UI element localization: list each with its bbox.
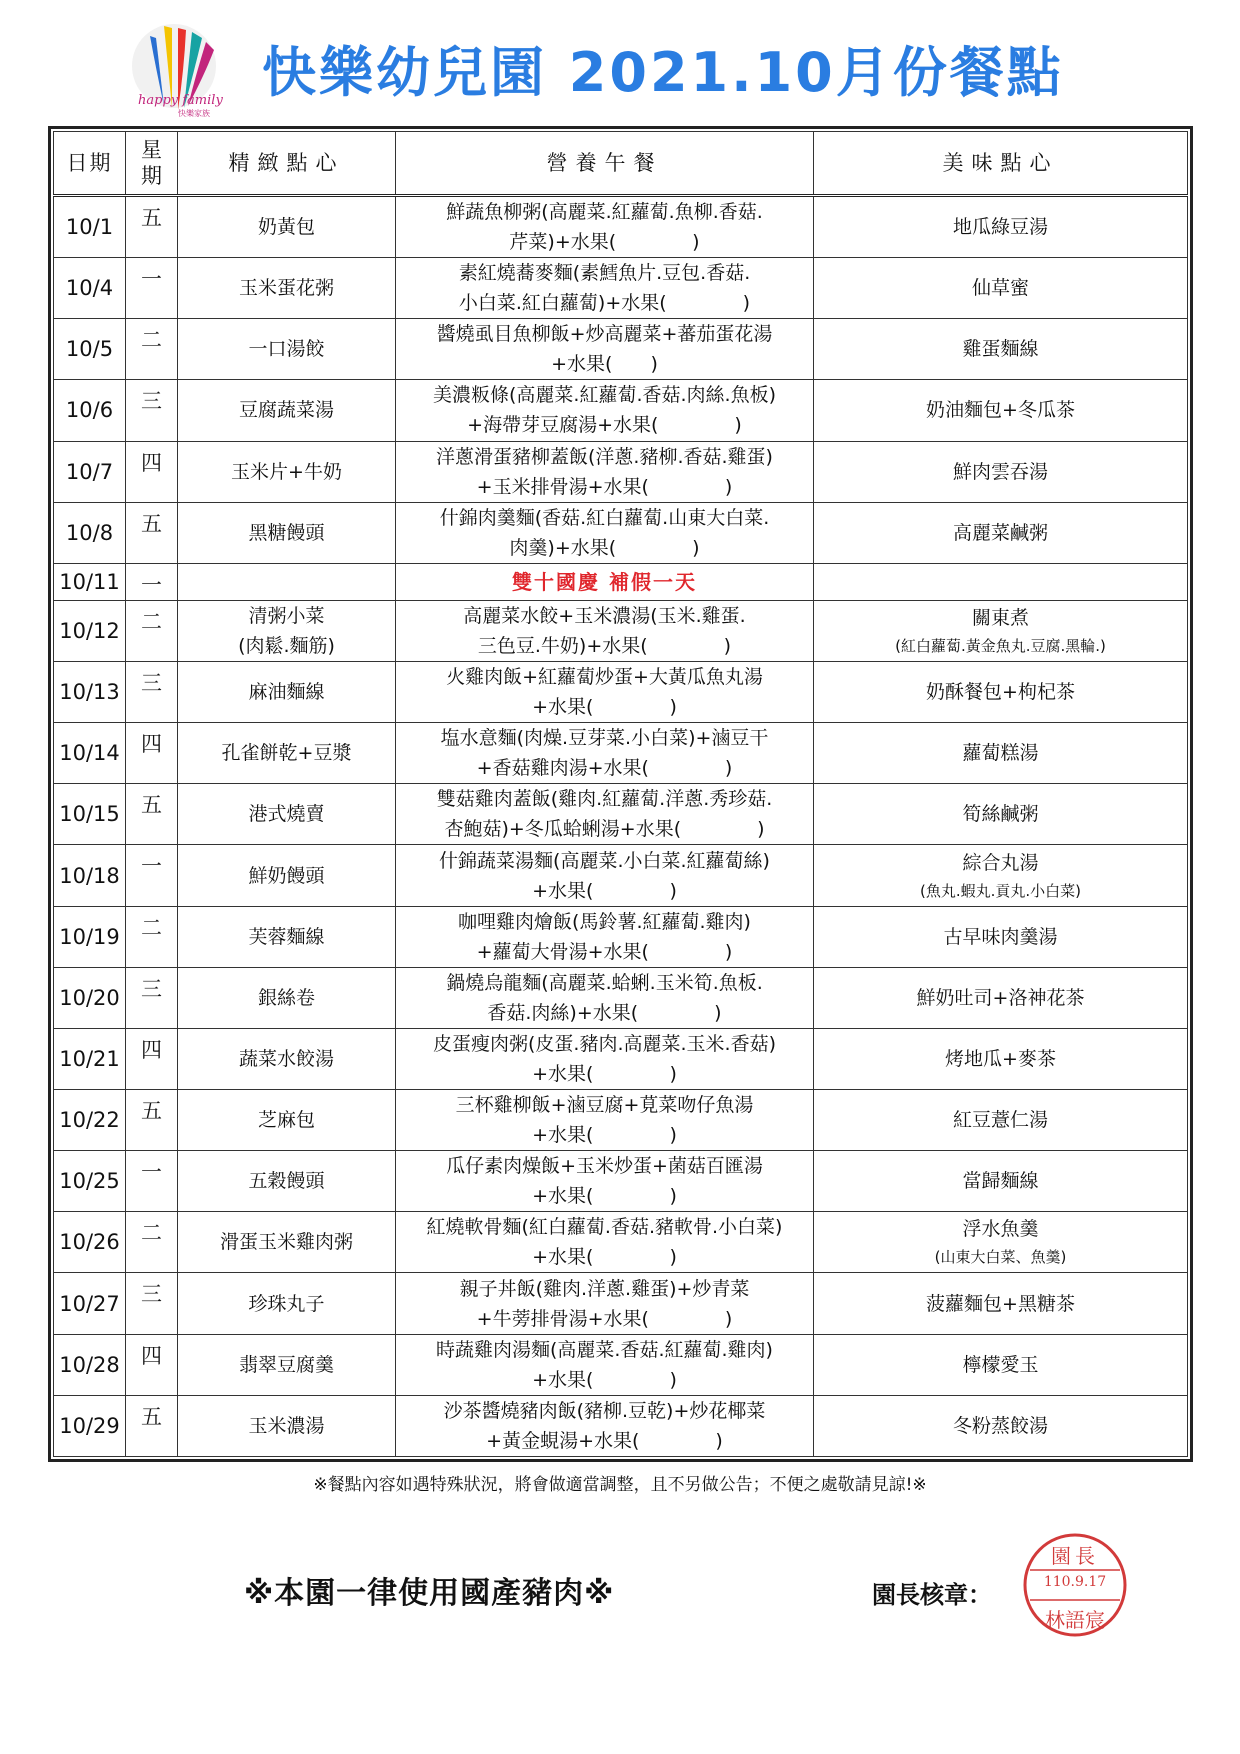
cell-date: 10/12 [54,600,126,661]
pork-notice: ※本園一律使用國產豬肉※ [244,1576,615,1611]
cell-weekday: 五 [126,1395,178,1456]
cell-date: 10/26 [54,1212,126,1273]
col-header-date: 日期 [54,132,126,196]
cell-weekday: 二 [126,1212,178,1273]
menu-table [53,131,1188,1457]
cell-morning-snack: 玉米濃湯 [178,1395,396,1456]
cell-lunch: 鍋燒烏龍麵(高麗菜.蛤蜊.玉米筍.魚板. 香菇.肉絲)+水果( ) [396,967,814,1028]
cell-afternoon-snack: 地瓜綠豆湯 [814,196,1188,258]
cell-afternoon-snack: 菠蘿麵包+黑糖茶 [814,1273,1188,1334]
cell-lunch: 洋蔥滑蛋豬柳蓋飯(洋蔥.豬柳.香菇.雞蛋) +玉米排骨湯+水果( ) [396,441,814,502]
cell-afternoon-snack: 冬粉蒸餃湯 [814,1395,1188,1456]
table-row [54,662,1188,723]
cell-afternoon-snack: 綜合丸湯 (魚丸.蝦丸.貢丸.小白菜) [814,845,1188,906]
cell-afternoon-snack: 古早味肉羹湯 [814,906,1188,967]
principal-signature-label: 園長核章： [872,1581,992,1609]
cell-lunch: 雙菇雞肉蓋飯(雞肉.紅蘿蔔.洋蔥.秀珍菇. 杏鮑菇)+冬瓜蛤蜊湯+水果( ) [396,784,814,845]
cell-lunch: 時蔬雞肉湯麵(高麗菜.香菇.紅蘿蔔.雞肉) +水果( ) [396,1334,814,1395]
cell-morning-snack: 珍珠丸子 [178,1273,396,1334]
cell-morning-snack: 麻油麵線 [178,662,396,723]
cell-date: 10/13 [54,662,126,723]
table-row [54,1151,1188,1212]
cell-weekday: 一 [126,258,178,319]
cell-morning-snack: 玉米片+牛奶 [178,441,396,502]
cell-afternoon-snack: 關東煮 (紅白蘿蔔.黃金魚丸.豆腐.黑輪.) [814,600,1188,661]
disclaimer-note: ※餐點內容如遇特殊狀況，將會做適當調整，且不另做公告；不便之處敬請見諒!※ [313,1475,927,1495]
page-title: 快樂幼兒園 2021.10月份餐點 [262,41,1064,104]
cell-date: 10/7 [54,441,126,502]
cell-weekday: 二 [126,600,178,661]
cell-morning-snack: 蔬菜水餃湯 [178,1028,396,1089]
cell-morning-snack: 芝麻包 [178,1090,396,1151]
cell-weekday: 三 [126,380,178,441]
cell-date: 10/27 [54,1273,126,1334]
cell-afternoon-snack: 高麗菜鹹粥 [814,502,1188,563]
cell-lunch: 素紅燒蕎麥麵(素鱈魚片.豆包.香菇. 小白菜.紅白蘿蔔)+水果( ) [396,258,814,319]
col-header-afternoon-snack: 美味點心 [814,132,1188,196]
cell-lunch: 咖哩雞肉燴飯(馬鈴薯.紅蘿蔔.雞肉) +蘿蔔大骨湯+水果( ) [396,906,814,967]
menu-table-frame [48,126,1193,1462]
cell-morning-snack: 港式燒賣 [178,784,396,845]
cell-lunch: 紅燒軟骨麵(紅白蘿蔔.香菇.豬軟骨.小白菜) +水果( ) [396,1212,814,1273]
cell-morning-snack: 五穀饅頭 [178,1151,396,1212]
cell-weekday: 四 [126,723,178,784]
cell-morning-snack: 玉米蛋花粥 [178,258,396,319]
cell-date: 10/22 [54,1090,126,1151]
cell-lunch: 火雞肉飯+紅蘿蔔炒蛋+大黃瓜魚丸湯 +水果( ) [396,662,814,723]
cell-afternoon-snack: 紅豆薏仁湯 [814,1090,1188,1151]
stamp-title: 園長 [1051,1544,1099,1568]
cell-date: 10/25 [54,1151,126,1212]
holiday-notice: 雙十國慶 補假一天 [396,563,814,600]
table-row [54,196,1188,258]
table-row [54,1395,1188,1456]
cell-weekday: 五 [126,784,178,845]
cell-date: 10/14 [54,723,126,784]
cell-weekday: 五 [126,1090,178,1151]
table-row [54,723,1188,784]
cell-afternoon-snack: 鮮奶吐司+洛神花茶 [814,967,1188,1028]
cell-date: 10/11 [54,563,126,600]
table-row [54,563,1188,600]
cell-date: 10/21 [54,1028,126,1089]
cell-date: 10/18 [54,845,126,906]
cell-lunch: 三杯雞柳飯+滷豆腐+莧菜吻仔魚湯 +水果( ) [396,1090,814,1151]
cell-weekday: 四 [126,1334,178,1395]
cell-weekday: 五 [126,502,178,563]
cell-afternoon-snack: 蘿蔔糕湯 [814,723,1188,784]
table-row [54,600,1188,661]
table-row [54,1212,1188,1273]
cell-morning-snack: 清粥小菜 (肉鬆.麵筋) [178,600,396,661]
table-row [54,845,1188,906]
cell-afternoon-snack: 烤地瓜+麥茶 [814,1028,1188,1089]
cell-weekday: 四 [126,441,178,502]
table-row [54,1273,1188,1334]
cell-weekday: 三 [126,967,178,1028]
cell-afternoon-snack [814,563,1188,600]
col-header-morning-snack: 精緻點心 [178,132,396,196]
table-row [54,967,1188,1028]
cell-morning-snack: 黑糖饅頭 [178,502,396,563]
col-header-weekday: 星 期 [126,132,178,196]
logo-subtext: 快樂家族 [178,109,210,118]
stamp-name: 林語宸 [1045,1608,1105,1632]
cell-weekday: 四 [126,1028,178,1089]
cell-lunch: 親子丼飯(雞肉.洋蔥.雞蛋)+炒青菜 +牛蒡排骨湯+水果( ) [396,1273,814,1334]
cell-date: 10/28 [54,1334,126,1395]
cell-weekday: 一 [126,563,178,600]
table-header [54,132,1188,196]
table-row [54,1090,1188,1151]
cell-morning-snack: 芙蓉麵線 [178,906,396,967]
table-row [54,784,1188,845]
cell-weekday: 五 [126,196,178,258]
cell-lunch: 沙茶醬燒豬肉飯(豬柳.豆乾)+炒花椰菜 +黃金蜆湯+水果( ) [396,1395,814,1456]
logo-text: happy family [138,93,223,108]
cell-lunch: 什錦肉羹麵(香菇.紅白蘿蔔.山東大白菜. 肉羹)+水果( ) [396,502,814,563]
cell-weekday: 一 [126,1151,178,1212]
cell-date: 10/5 [54,319,126,380]
cell-afternoon-snack: 奶酥餐包+枸杞茶 [814,662,1188,723]
table-row [54,906,1188,967]
table-row [54,380,1188,441]
cell-lunch: 鮮蔬魚柳粥(高麗菜.紅蘿蔔.魚柳.香菇. 芹菜)+水果( ) [396,196,814,258]
cell-lunch: 高麗菜水餃+玉米濃湯(玉米.雞蛋. 三色豆.牛奶)+水果( ) [396,600,814,661]
cell-weekday: 二 [126,319,178,380]
cell-lunch: 塩水意麵(肉燥.豆芽菜.小白菜)+滷豆干 +香菇雞肉湯+水果( ) [396,723,814,784]
cell-date: 10/1 [54,196,126,258]
cell-lunch: 瓜仔素肉燥飯+玉米炒蛋+菌菇百匯湯 +水果( ) [396,1151,814,1212]
cell-afternoon-snack: 奶油麵包+冬瓜茶 [814,380,1188,441]
cell-morning-snack: 孔雀餅乾+豆漿 [178,723,396,784]
cell-afternoon-snack: 檸檬愛玉 [814,1334,1188,1395]
principal-stamp [1020,1530,1130,1640]
cell-weekday: 三 [126,1273,178,1334]
cell-morning-snack: 豆腐蔬菜湯 [178,380,396,441]
cell-morning-snack: 奶黃包 [178,196,396,258]
cell-morning-snack: 滑蛋玉米雞肉粥 [178,1212,396,1273]
cell-afternoon-snack: 筍絲鹹粥 [814,784,1188,845]
cell-date: 10/4 [54,258,126,319]
cell-lunch: 醬燒虱目魚柳飯+炒高麗菜+蕃茄蛋花湯 +水果( ) [396,319,814,380]
table-row [54,258,1188,319]
cell-date: 10/20 [54,967,126,1028]
cell-date: 10/15 [54,784,126,845]
cell-date: 10/29 [54,1395,126,1456]
cell-morning-snack: 翡翠豆腐羹 [178,1334,396,1395]
table-row [54,502,1188,563]
cell-afternoon-snack: 雞蛋麵線 [814,319,1188,380]
cell-afternoon-snack: 鮮肉雲吞湯 [814,441,1188,502]
table-row [54,319,1188,380]
cell-morning-snack: 銀絲卷 [178,967,396,1028]
cell-morning-snack: 一口湯餃 [178,319,396,380]
cell-afternoon-snack: 仙草蜜 [814,258,1188,319]
stamp-date: 110.9.17 [1043,1574,1107,1590]
cell-lunch: 皮蛋瘦肉粥(皮蛋.豬肉.高麗菜.玉米.香菇) +水果( ) [396,1028,814,1089]
cell-afternoon-snack: 浮水魚羹 (山東大白菜、魚羹) [814,1212,1188,1273]
table-row [54,1028,1188,1089]
cell-weekday: 二 [126,906,178,967]
logo [120,14,260,118]
table-row [54,1334,1188,1395]
cell-lunch: 美濃粄條(高麗菜.紅蘿蔔.香菇.肉絲.魚板) +海帶芽豆腐湯+水果( ) [396,380,814,441]
table-row [54,441,1188,502]
cell-morning-snack: 鮮奶饅頭 [178,845,396,906]
cell-afternoon-snack: 當歸麵線 [814,1151,1188,1212]
col-header-lunch: 營養午餐 [396,132,814,196]
cell-date: 10/6 [54,380,126,441]
cell-weekday: 三 [126,662,178,723]
cell-lunch: 什錦蔬菜湯麵(高麗菜.小白菜.紅蘿蔔絲) +水果( ) [396,845,814,906]
cell-date: 10/8 [54,502,126,563]
cell-morning-snack [178,563,396,600]
cell-date: 10/19 [54,906,126,967]
cell-weekday: 一 [126,845,178,906]
